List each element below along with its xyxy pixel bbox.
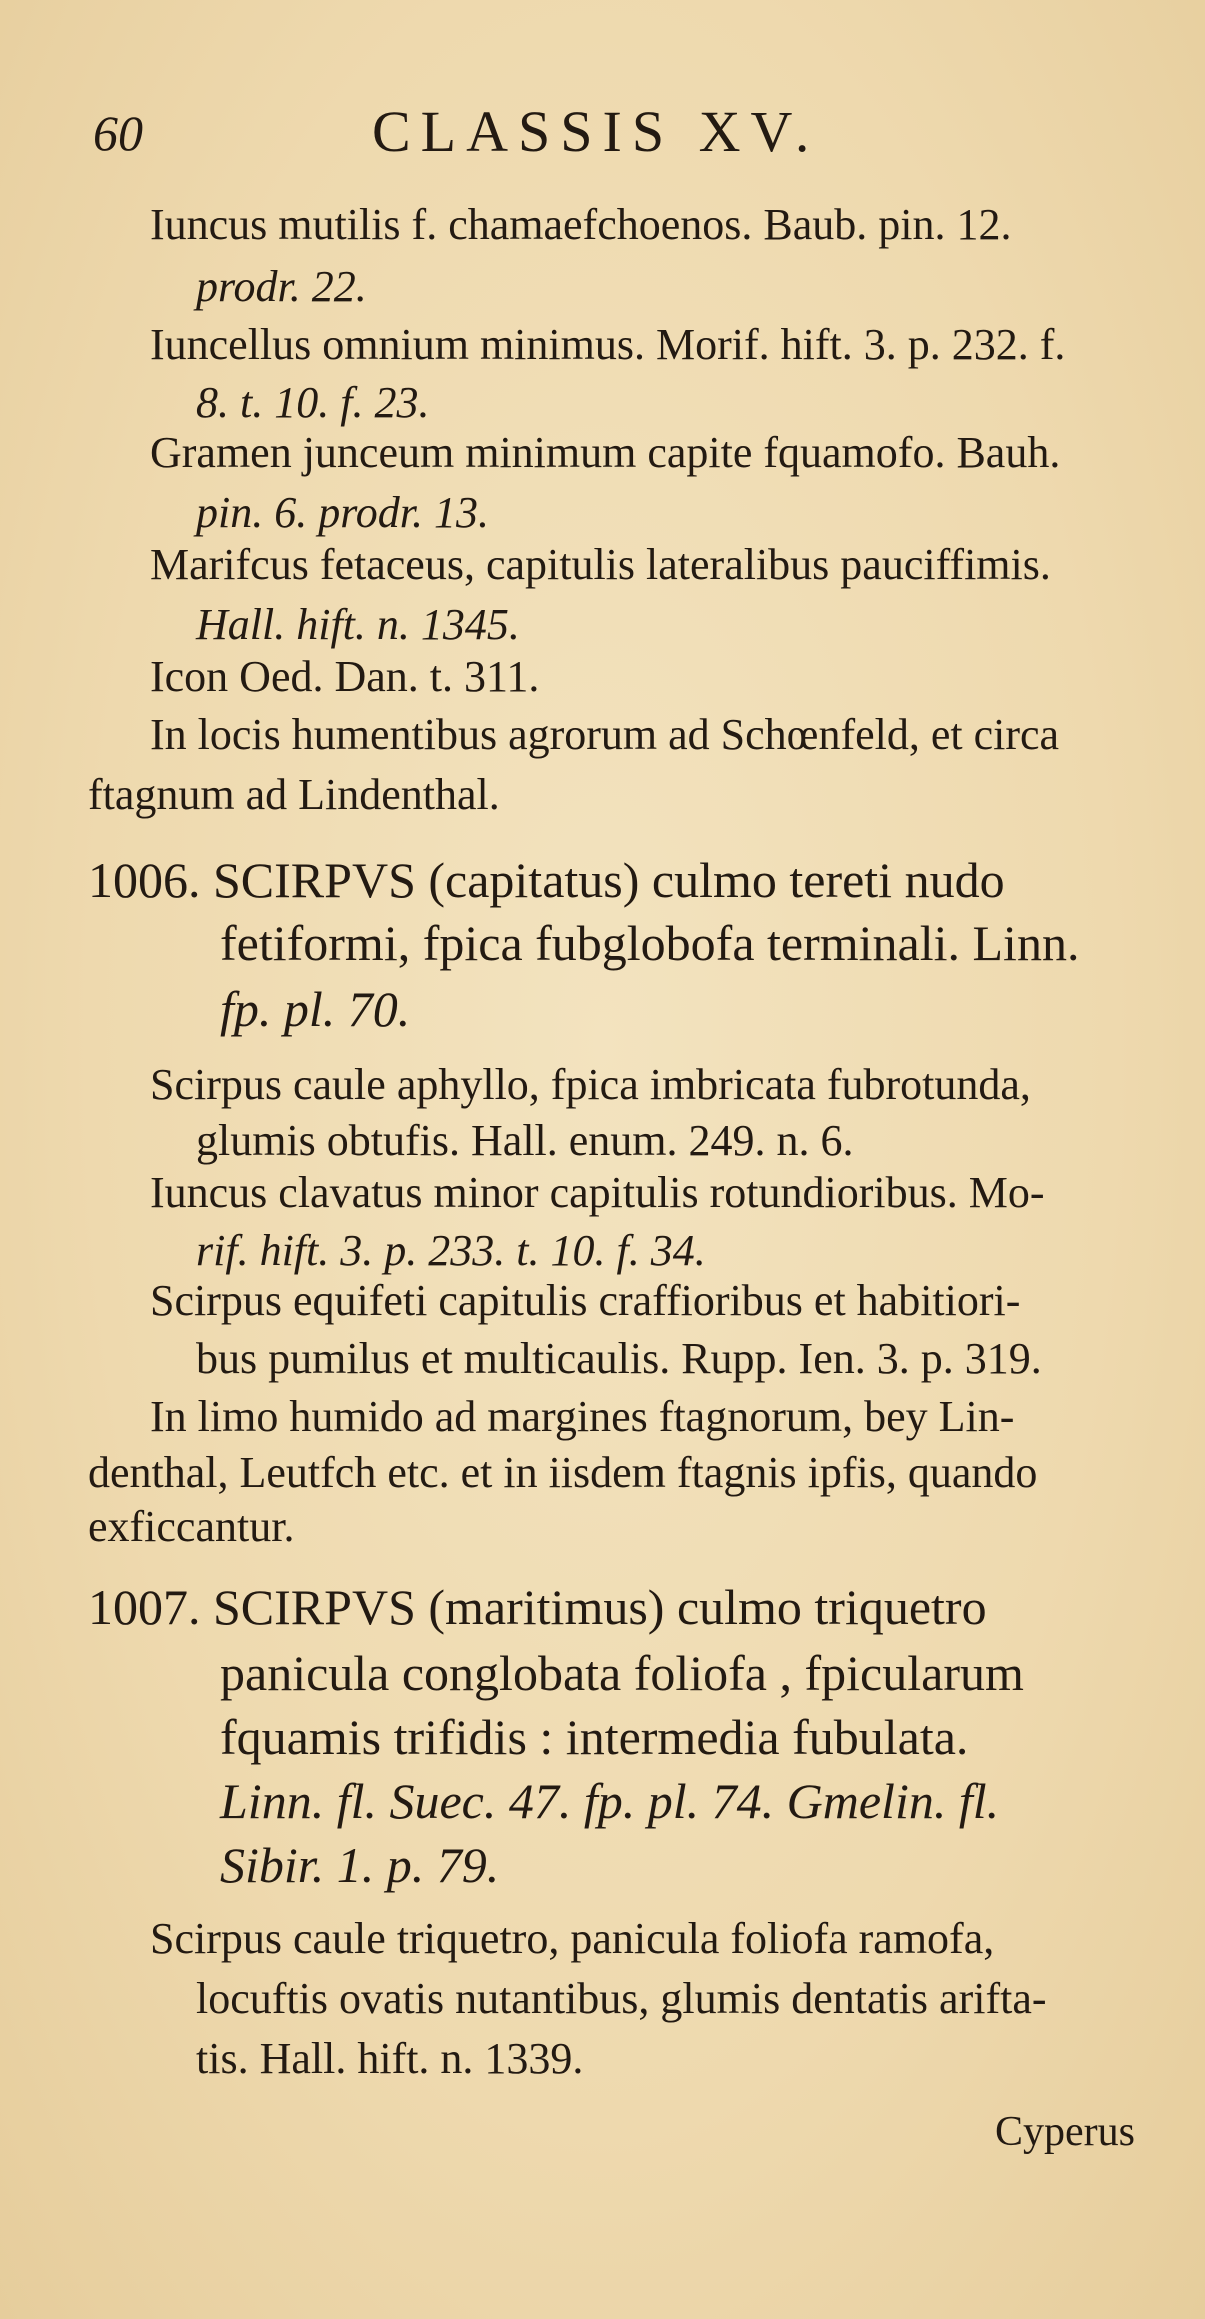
running-title: CLASSIS XV. bbox=[372, 99, 820, 164]
text-line: 1007. SCIRPVS (maritimus) culmo triquetro bbox=[88, 1579, 987, 1635]
text-line: In limo humido ad margines ftagnorum, bey Lin- bbox=[150, 1392, 1015, 1441]
text-line: rif. hift. 3. p. 233. t. 10. f. 34. bbox=[196, 1226, 706, 1275]
text-line: Iuncus clavatus minor capitulis rotundioribus. Mo- bbox=[150, 1168, 1045, 1217]
text-line: Scirpus equifeti capitulis craffioribus et habitiori- bbox=[150, 1276, 1021, 1325]
page-number: 60 bbox=[93, 105, 143, 161]
catchword: Cyperus bbox=[995, 2109, 1135, 2155]
text-line: denthal, Leutfch etc. et in iisdem ftagnis ipfis, quando bbox=[88, 1448, 1038, 1497]
text-line: ftagnum ad Lindenthal. bbox=[88, 770, 500, 819]
text-line: exficcantur. bbox=[88, 1502, 295, 1551]
text-line: fquamis trifidis : intermedia fubulata. bbox=[220, 1709, 969, 1765]
text-line: fetiformi, fpica fubglobofa terminali. Linn. bbox=[220, 915, 1080, 971]
text-line: Marifcus fetaceus, capitulis lateralibus pauciffimis. bbox=[150, 540, 1051, 589]
text-line: pin. 6. prodr. 13. bbox=[196, 488, 489, 537]
text-line: tis. Hall. hift. n. 1339. bbox=[196, 2034, 584, 2083]
page-header bbox=[0, 98, 1205, 178]
text-line: Iuncus mutilis f. chamaefchoenos. Baub. pin. 12. bbox=[150, 200, 1012, 249]
text-line: Scirpus caule triquetro, panicula foliofa ramofa, bbox=[150, 1914, 995, 1963]
text-line: Scirpus caule aphyllo, fpica imbricata fubrotunda, bbox=[150, 1060, 1031, 1109]
text-line: 1006. SCIRPVS (capitatus) culmo tereti nudo bbox=[88, 852, 1005, 908]
text-line: panicula conglobata foliofa , fpicularum bbox=[220, 1645, 1024, 1701]
text-line: In locis humentibus agrorum ad Schœnfeld, et circa bbox=[150, 710, 1060, 759]
text-line: prodr. 22. bbox=[196, 262, 367, 311]
text-line: bus pumilus et multicaulis. Rupp. Ien. 3. p. 319. bbox=[196, 1334, 1042, 1383]
text-line: fp. pl. 70. bbox=[220, 981, 411, 1037]
text-line: Sibir. 1. p. 79. bbox=[220, 1837, 500, 1893]
text-line: 8. t. 10. f. 23. bbox=[196, 378, 430, 427]
text-line: Gramen junceum minimum capite fquamofo. Bauh. bbox=[150, 428, 1061, 477]
text-line: Linn. fl. Suec. 47. fp. pl. 74. Gmelin. fl. bbox=[220, 1773, 1000, 1829]
text-line: glumis obtufis. Hall. enum. 249. n. 6. bbox=[196, 1116, 854, 1165]
text-line: Iuncellus omnium minimus. Morif. hift. 3. p. 232. f. bbox=[150, 320, 1066, 369]
text-line: Icon Oed. Dan. t. 311. bbox=[150, 652, 540, 701]
text-line: Hall. hift. n. 1345. bbox=[196, 600, 520, 649]
text-line: locuftis ovatis nutantibus, glumis dentatis arifta- bbox=[196, 1974, 1047, 2023]
